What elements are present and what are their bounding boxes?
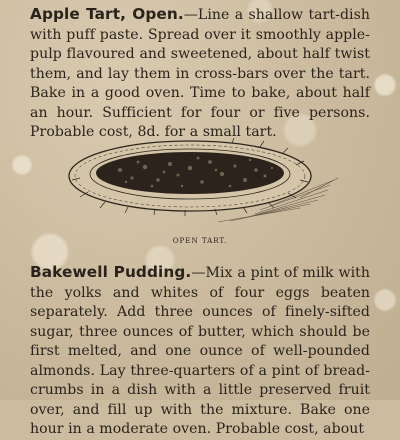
recipe-bakewell-pudding <box>30 263 370 440</box>
recipe-body: —Line a shallow tart-dish with puff paste. Spread over it smoothly apple-pulp flavoured and sweetened, about half twist them, and lay them in cross-bars over the tart. Bake in a good oven. Time to bake, about half an hour. Sufficient for four or five persons. Probable cost, 8d. for a small tart. <box>30 7 370 140</box>
open-tart-engraving-icon <box>60 140 340 225</box>
recipe-title: Apple Tart, Open. <box>30 5 184 23</box>
illustration-caption: OPEN TART. <box>172 236 228 245</box>
recipe-title: Bakewell Pudding. <box>30 263 192 281</box>
recipe-apple-tart <box>30 5 370 143</box>
recipe-body: —Mix a pint of milk with the yolks and whites of four eggs beaten separately. Add three ounces of finely-sifted sugar, three ounces of butter, which should be first melted, and one ounce of well-pounded almonds. Lay three-quarters of a pint of bread-crumbs in a dish with a little preserved fruit over, and fill up with the mixture. Bake one hour in a moderate oven. Probable cost, about <box>30 265 370 437</box>
